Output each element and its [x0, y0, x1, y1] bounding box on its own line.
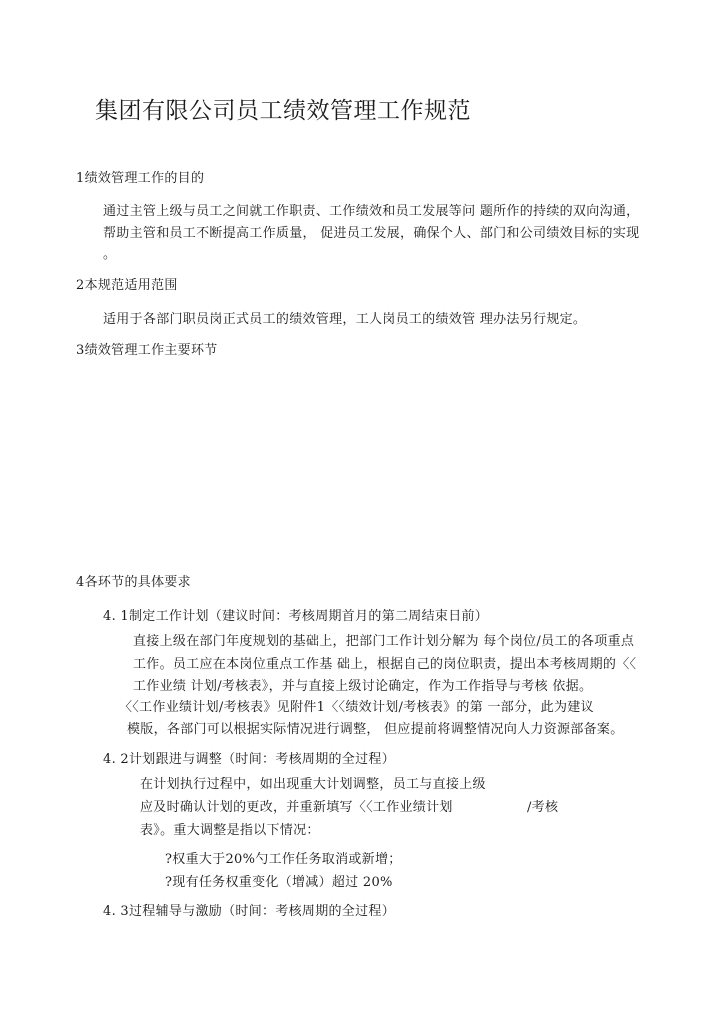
subsection-4-1-line: 直接上级在部门年度规划的基础上，把部门工作计划分解为 每个岗位/员工的各项重点 [133, 634, 635, 649]
bullet-item: ?现有任务权重变化（增减）超过 20% [165, 875, 393, 890]
subsection-4-3-heading: 4. 3过程辅导与激励（时间：考核周期的全过程） [103, 904, 396, 919]
section-2-paragraph: 适用于各部门职员岗正式员工的绩效管理，工人岗员工的绩效管 理办法另行规定。 [103, 312, 587, 327]
subsection-4-1-heading: 4. 1制定工作计划（建议时间：考核周期首月的第二周结束日前） [103, 609, 489, 624]
section-3-heading: 3绩效管理工作主要环节 [76, 343, 218, 358]
section-1-paragraph-line: 。 [103, 247, 117, 262]
subsection-4-1-line: 工作。员工应在本岗位重点工作基 础上，根据自己的岗位职责，提出本考核周期的〈〈 [133, 657, 637, 672]
subsection-4-1-line: 〈〈工作业绩计划/考核表》见附件1〈〈绩效计划/考核表》的第 一部分，此为建议 [119, 700, 594, 715]
section-1-paragraph-line: 通过主管上级与员工之间就工作职责、工作绩效和员工发展等问 题所作的持续的双向沟通， [103, 204, 640, 219]
subsection-4-2-line: 表》。重大调整是指以下情况： [140, 823, 320, 838]
subsection-4-1-line: 工作业绩 计划/考核表》，并与直接上级讨论确定，作为工作指导与考核 依据。 [133, 679, 593, 694]
subsection-4-2-heading: 4. 2计划跟进与调整（时间：考核周期的全过程） [103, 752, 396, 767]
section-1-heading: 1绩效管理工作的目的 [76, 171, 205, 186]
document-title: 集团有限公司员工绩效管理工作规范 [95, 98, 471, 124]
section-1-paragraph-line: 帮助主管和员工不断提高工作质量， 促进员工发展，确保个人、部门和公司绩效目标的实现 [103, 226, 640, 241]
subsection-4-2-line: /考核 [527, 800, 559, 815]
subsection-4-1-line: 模版，各部门可以根据实际情况进行调整， 但应提前将调整情况向人力资源部备案。 [127, 722, 624, 737]
bullet-item: ?权重大于20%勺工作任务取消或新增； [165, 852, 402, 867]
section-4-heading: 4各环节的具体要求 [76, 575, 191, 590]
subsection-4-2-line: 应及时确认计划的更改，并重新填写〈〈工作业绩计划 [140, 800, 453, 815]
section-2-heading: 2本规范适用范围 [76, 278, 178, 293]
subsection-4-2-line: 在计划执行过程中，如出现重大计划调整，员工与直接上级 [140, 777, 486, 792]
